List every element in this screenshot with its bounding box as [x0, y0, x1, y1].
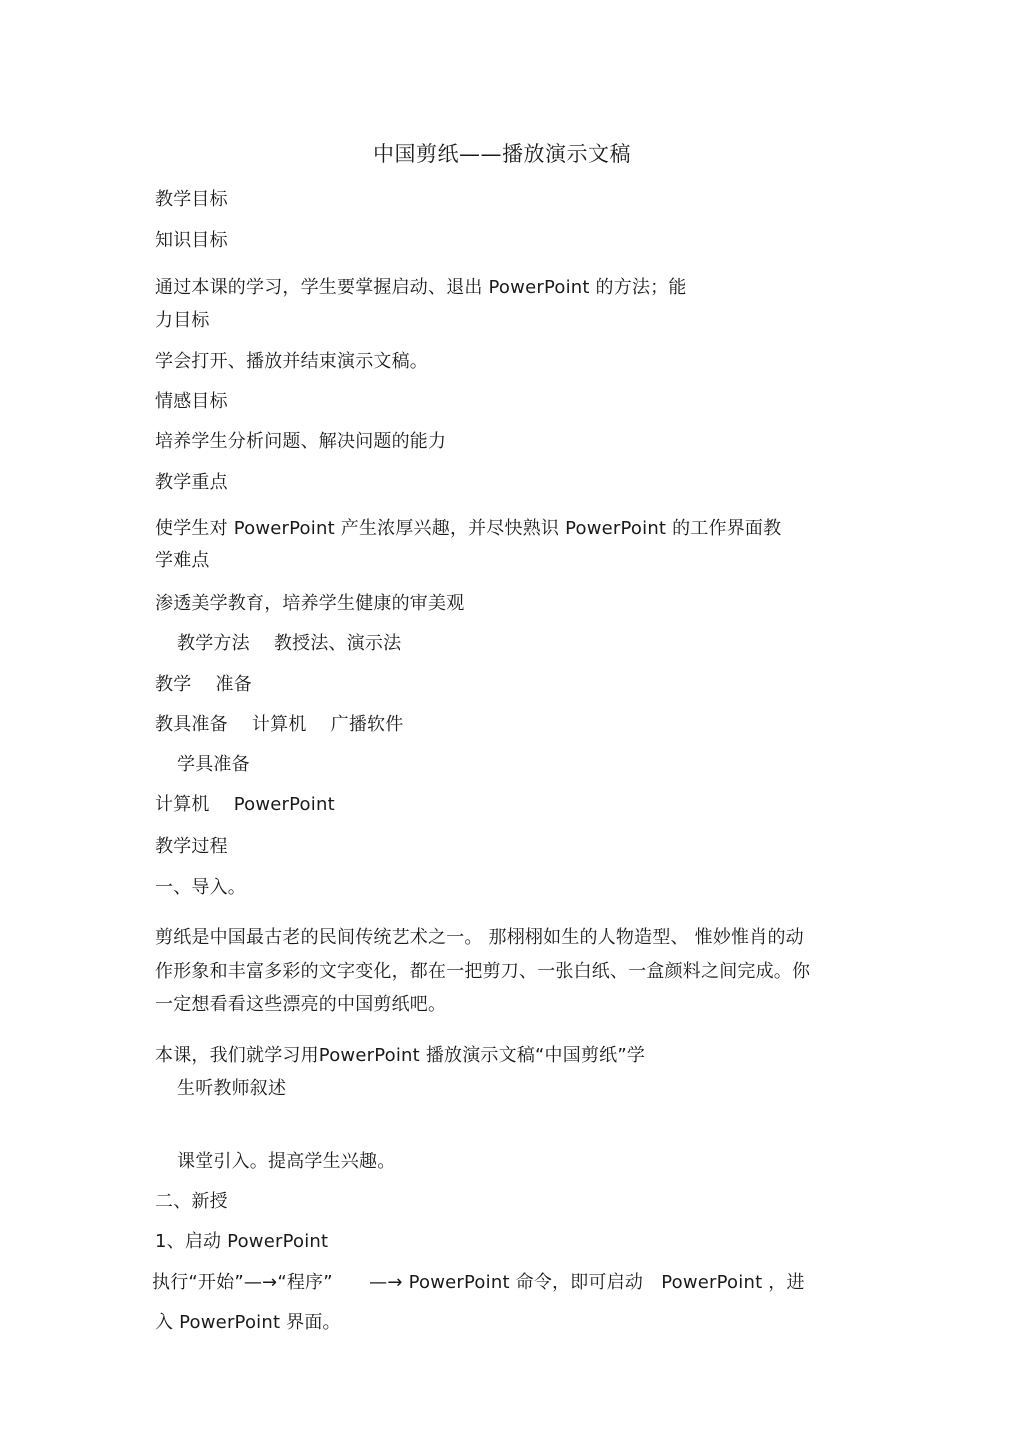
teaching-method: 教学方法 教授法、演示法	[177, 633, 402, 654]
section-new-lesson: 二、新授	[155, 1191, 228, 1212]
teacher-tools: 教具准备 计算机 广播软件	[155, 714, 404, 735]
step-launch-powerpoint: 1、启动 PowerPoint	[155, 1231, 329, 1252]
heading-teaching-process: 教学过程	[155, 836, 228, 857]
heading-difficulties: 学难点	[155, 550, 210, 571]
section-introduction: 一、导入。	[155, 877, 246, 898]
paragraph-intro-line-2: 作形象和丰富多彩的文字变化，都在一把剪刀、一张白纸、一盒颜料之间完成。你	[155, 961, 811, 982]
paragraph-intro-line-1: 剪纸是中国最古老的民间传统艺术之一。 那栩栩如生的人物造型、 惟妙惟肖的动	[155, 927, 804, 948]
student-tools: 计算机 PowerPoint	[155, 794, 335, 815]
paragraph-key-points: 使学生对 PowerPoint 产生浓厚兴趣，并尽快熟识 PowerPoint 的工作界面教	[155, 518, 782, 539]
heading-key-points: 教学重点	[155, 472, 228, 493]
heading-ability-goals: 力目标	[155, 310, 210, 331]
paragraph-intro-line-3: 一定想看看这些漂亮的中国剪纸吧。	[155, 994, 447, 1015]
heading-student-tools: 学具准备	[177, 754, 250, 775]
heading-teaching-goals: 教学目标	[155, 189, 228, 210]
document-title: 中国剪纸——播放演示文稿	[373, 142, 631, 166]
paragraph-launch-line-1: 执行“开始”—→“程序” —→ PowerPoint 命令，即可启动 PowerPoint ，进	[152, 1272, 805, 1293]
heading-emotion-goals: 情感目标	[155, 391, 228, 412]
design-intent: 课堂引入。提高学生兴趣。	[177, 1151, 396, 1172]
paragraph-emotion-goal: 培养学生分析问题、解决问题的能力	[155, 431, 447, 452]
paragraph-ability-goal: 学会打开、播放并结束演示文稿。	[155, 351, 428, 372]
heading-knowledge-goals: 知识目标	[155, 230, 228, 251]
paragraph-difficulties: 渗透美学教育，培养学生健康的审美观	[155, 593, 465, 614]
student-activity: 生听教师叙述	[177, 1078, 287, 1099]
paragraph-lesson-intro: 本课，我们就学习用PowerPoint 播放演示文稿“中国剪纸”学	[155, 1045, 646, 1066]
paragraph-knowledge-goal: 通过本课的学习，学生要掌握启动、退出 PowerPoint 的方法；能	[155, 277, 687, 298]
heading-preparation: 教学 准备	[155, 674, 252, 695]
paragraph-launch-line-2: 入 PowerPoint 界面。	[155, 1312, 341, 1333]
